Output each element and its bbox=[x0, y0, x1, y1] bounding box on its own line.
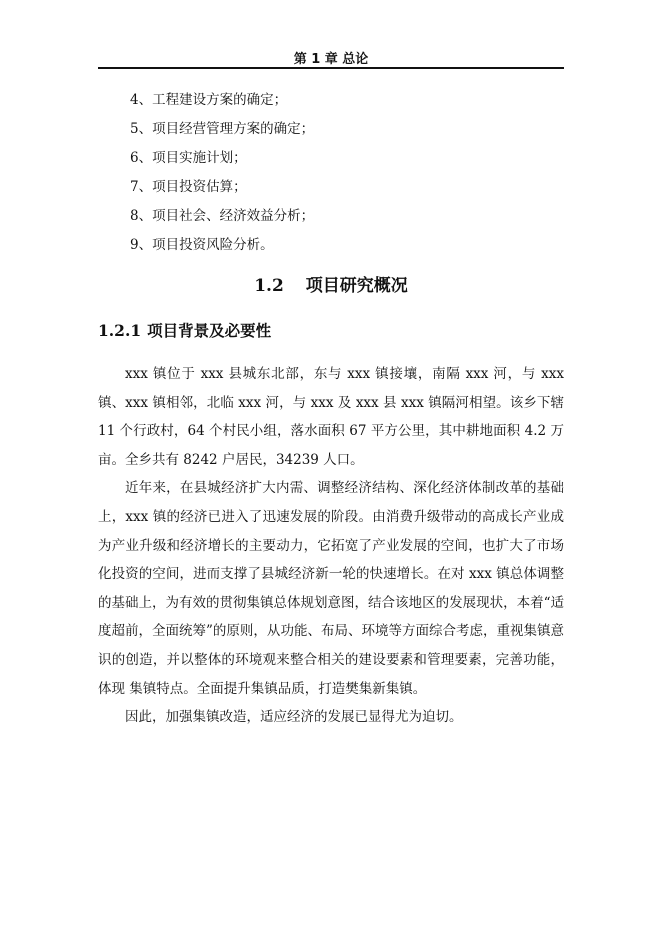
list-item: 9、项目投资风险分析。 bbox=[130, 237, 274, 253]
paragraph: 因此，加强集镇改造，适应经济的发展已显得尤为迫切。 bbox=[125, 709, 463, 726]
list-item: 5、项目经营管理方案的确定； bbox=[130, 121, 315, 137]
chapter-header: 第 1 章 总论 bbox=[293, 52, 369, 67]
list-item: 8、项目社会、经济效益分析； bbox=[130, 208, 315, 224]
subsection-heading bbox=[98, 319, 271, 341]
section-heading bbox=[0, 271, 662, 296]
paragraph: xxx 镇位于 xxx 县城东北部，东与 xxx 镇接壤，南隔 xxx 河，与 xxx 镇、xxx 镇相邻，北临 xxx 河，与 xxx 及 xxx 县 xxx 镇隔河相望。该乡下辖 11 个行政村，64 个村民小组，落水面积 67 平方公里，其中耕地面积 4.2 万亩。全乡共有 8242 户居民，34239 人口。 bbox=[98, 366, 564, 468]
paragraph: 近年来，在县城经济扩大内需、调整经济结构、深化经济体制改革的基础上，xxx 镇的经济已进入了迅速发展的阶段。由消费升级带动的高成长产业成为产业升级和经济增长的主要动力，它拓宽了产业发展的空间，也扩大了市场化投资的空间，进而支撑了县城经济新一轮的快速增长。在对 xxx 镇总体调整的基础上，为有效的贯彻集镇总体规划意图，结合该地区的发展现状，本着“适度超前，全面统筹”的原则，从功能、布局、环境等方面综合考虑，重视集镇意识的创造，并以整体的环境观来整合相关的建设要素和管理要素，完善功能，体现 集镇特点。全面提升集镇品质，打造樊集新集镇。 bbox=[98, 480, 564, 697]
header-rule bbox=[98, 67, 564, 69]
subsection-title: 项目背景及必要性 bbox=[147, 321, 272, 340]
section-title: 项目研究概况 bbox=[305, 276, 408, 296]
list-item: 7、项目投资估算； bbox=[130, 179, 247, 195]
numbered-list bbox=[130, 86, 314, 260]
list-item: 4、工程建设方案的确定； bbox=[130, 92, 288, 108]
section-number: 1.2 bbox=[254, 276, 284, 296]
subsection-number: 1.2.1 bbox=[98, 321, 142, 340]
body-text bbox=[98, 360, 564, 732]
list-item: 6、项目实施计划； bbox=[130, 150, 247, 166]
